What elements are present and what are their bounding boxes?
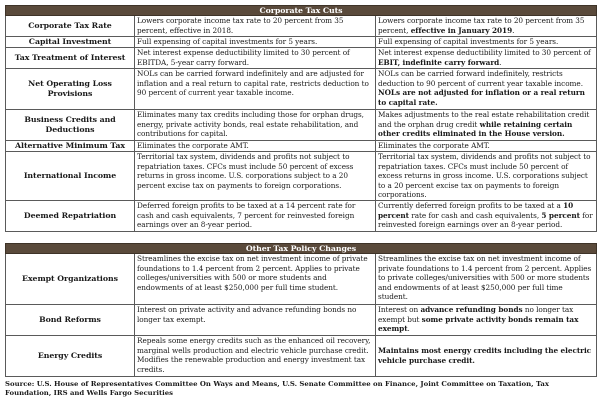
senate-text: . — [407, 324, 410, 334]
senate-cell — [376, 37, 597, 48]
senate-change-text: while retaining certain other credits eliminated in the House version. — [378, 119, 573, 139]
senate-text: NOLs can be carried forward indefinitely, restricts deduction to 90 percent of current year taxable income. — [378, 69, 583, 88]
senate-change-text: effective in January 2019 — [410, 25, 513, 35]
senate-cell — [376, 305, 597, 336]
section-header-other-tax-policy — [6, 244, 597, 254]
house-cell: NOLs can be carried forward indefinitely and are adjusted for inflation and a real return to capital rate, restricts deduction to 90 percent of current year taxable income. — [135, 69, 376, 110]
senate-cell — [376, 152, 597, 201]
house-cell: Deferred foreign profits to be taxed at a 14 percent rate for cash and cash equivalents, 7 percent for reinvested foreign earnings over an 8-year period. — [135, 200, 376, 231]
senate-text: Territorial tax system, dividends and profits not subject to repatriation taxes. CFCs must include 50 percent of excess returns in gross income. U.S. corporations subject to a 20 percent excise tax on payments to foreign corporations. — [378, 152, 591, 200]
senate-text: no longer tax exempt but — [378, 305, 574, 324]
section-title-text: Other Tax Policy Changes — [245, 244, 357, 253]
table-row — [6, 141, 597, 152]
house-cell: Net interest expense deductibility limited to 30 percent of EBITDA, 5-year carry forward. — [135, 48, 376, 69]
row-label: Exempt Organizations — [6, 254, 135, 305]
senate-text-tail: . — [512, 25, 515, 35]
house-cell: Streamlines the excise tax on net investment income of private foundations to 1.4 percent from 2 percent. Applies to private colleges/universities with 500 or more students and endowments of at least $250,000 per full time student. — [135, 254, 376, 305]
senate-cell — [376, 141, 597, 152]
table-row — [6, 69, 597, 110]
senate-cell — [376, 16, 597, 37]
senate-change-text: 10 percent — [378, 200, 574, 220]
house-cell: Lowers corporate income tax rate to 20 percent from 35 percent, effective in 2018. — [135, 16, 376, 37]
row-label: Capital Investment — [6, 37, 135, 48]
house-cell: Eliminates the corporate AMT. — [135, 141, 376, 152]
senate-text: Interest on — [378, 305, 421, 314]
house-cell: Full expensing of capital investments for 5 years. — [135, 37, 376, 48]
senate-cell — [376, 48, 597, 69]
senate-text: Currently deferred foreign profits to be taxed at a — [378, 200, 564, 210]
table-row — [6, 305, 597, 336]
senate-text: Lowers corporate income tax rate to 20 percent from 35 percent, — [378, 16, 585, 35]
table-row — [6, 110, 597, 141]
table-row — [6, 16, 597, 37]
row-label: Deemed Repatriation — [6, 200, 135, 231]
house-cell: Repeals some energy credits such as the enhanced oil recovery, marginal wells production and electric vehicle purchase credit. Modifies the renewable production and energy investment tax credits. — [135, 336, 376, 377]
table-row — [6, 48, 597, 69]
corporate-tax-cuts-table — [5, 5, 597, 232]
section-title — [6, 6, 597, 16]
row-label: Corporate Tax Rate — [6, 16, 135, 37]
senate-text: rate for cash and cash equivalents, — [409, 210, 542, 220]
row-label: Net Operating Loss Provisions — [6, 69, 135, 110]
table-row — [6, 37, 597, 48]
house-cell: Eliminates many tax credits including those for orphan drugs, energy, private activity bonds, real estate rehabilitation, and contributions for capital. — [135, 110, 376, 141]
table-row — [6, 336, 597, 377]
senate-change-text: advance refunding bonds — [420, 305, 523, 314]
table-row — [6, 200, 597, 231]
section-title — [6, 244, 597, 254]
section-header-corporate-tax-cuts — [6, 6, 597, 16]
senate-change-text: NOLs are not adjusted for inflation or a real return to capital rate. — [378, 88, 585, 107]
senate-text: for reinvested foreign earnings over an 8-year period. — [378, 210, 593, 230]
row-label: Business Credits and Deductions — [6, 110, 135, 141]
senate-cell: Streamlines the excise tax on net investment income of private foundations to 1.4 percent from 2 percent. Applies to private colleges/universities with 500 or more students and endowments of at least $250,000 per full time student. — [376, 254, 597, 305]
row-label: Tax Treatment of Interest — [6, 48, 135, 69]
senate-cell — [376, 110, 597, 141]
senate-cell: Maintains most energy credits including the electric vehicle purchase credit. — [376, 336, 597, 377]
senate-text: Makes adjustments to the real estate rehabilitation credit and the orphan drug credit — [378, 110, 590, 129]
house-cell: Interest on private activity and advance refunding bonds no longer tax exempt. — [135, 305, 376, 336]
senate-text-tail: . — [499, 57, 502, 67]
senate-text: Full expensing of capital investments for 5 years. — [378, 37, 559, 46]
row-label: Bond Reforms — [6, 305, 135, 336]
senate-text: Eliminates the corporate AMT. — [378, 141, 490, 150]
source-note: Source: U.S. House of Representatives Committee On Ways and Means, U.S. Senate Committee on Finance, Joint Committee on Taxation, Tax Foundation, IRS and Wells Fargo Securities — [5, 380, 549, 397]
senate-cell — [376, 200, 597, 231]
house-cell: Territorial tax system, dividends and profits not subject to repatriation taxes. CFCs must include 50 percent of excess returns in gross income. U.S. corporations subject to a 20 percent excise tax on payments to foreign corporations. — [135, 152, 376, 201]
senate-change-text: 5 percent — [541, 210, 580, 220]
other-tax-policy-table — [5, 243, 597, 377]
section-title-text: Corporate Tax Cuts — [259, 6, 343, 15]
row-label: Alternative Minimum Tax — [6, 141, 135, 152]
row-label: International Income — [6, 152, 135, 201]
senate-text: Net interest expense deductibility limited to 30 percent of — [378, 48, 591, 57]
senate-change-text: EBIT, indefinite carry forward — [378, 57, 500, 67]
senate-change-text: some private activity bonds remain tax exempt — [378, 314, 579, 334]
senate-cell — [376, 69, 597, 110]
table-row — [6, 152, 597, 201]
row-label: Energy Credits — [6, 336, 135, 377]
table-row — [6, 254, 597, 305]
